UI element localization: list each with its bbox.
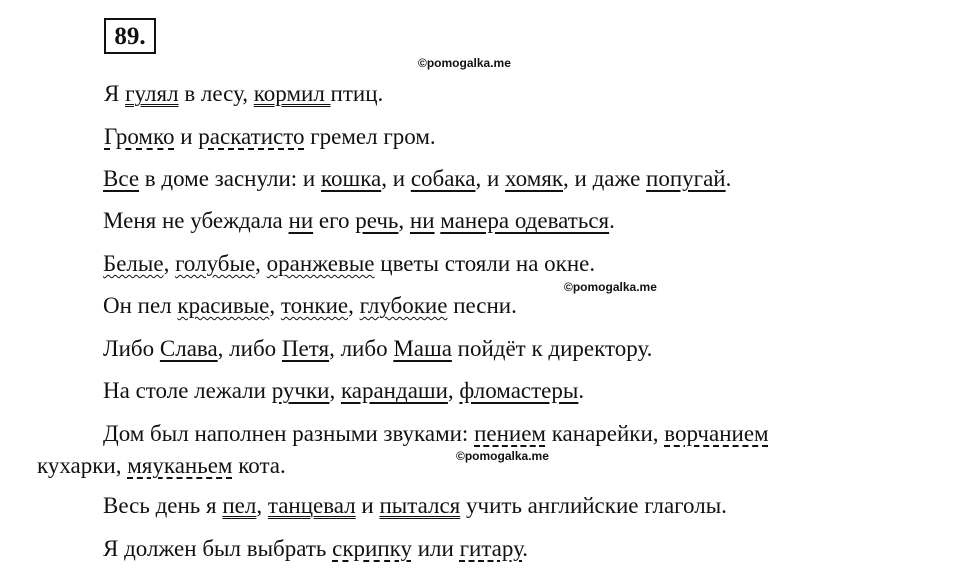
underlined-word: красивые [177,293,270,318]
sentence-text: , [398,208,410,233]
sentence-text: пойдёт к директору. [451,336,653,361]
underlined-word: оранжевые [266,251,375,276]
underlined-word: ручки [271,378,330,403]
underlined-word: карандаши [340,378,448,403]
sentence-text: его [313,208,356,233]
sentence-line [103,535,528,563]
sentence-line [104,80,383,108]
underlined-word: Белые [103,251,164,276]
sentence-text: Либо [103,336,160,361]
sentence-text: Я [104,81,126,106]
underlined-word: Громко [104,124,175,149]
sentence-text: Он пел [103,293,178,318]
sentence-text: . [522,536,529,561]
sentence-line [103,292,517,320]
sentence-line [103,420,769,448]
sentence-text: Я должен был выбрать [103,536,333,561]
sentence-text: , и [475,166,506,191]
sentence-line [103,492,727,520]
underlined-word: тонкие [280,293,349,318]
sentence-text: птиц. [330,81,384,106]
underlined-word: кошка [320,166,382,191]
sentence-text: кота. [232,453,286,478]
sentence-text: и [174,124,199,149]
sentence-text: , [329,378,341,403]
sentence-text: или [411,536,460,561]
sentence-text: , и даже [563,166,647,191]
sentence-text: , [269,293,281,318]
exercise-number: 89. [114,22,146,50]
sentence-text: . [725,166,732,191]
sentence-text: в доме заснули: и [139,166,321,191]
underlined-word: ворчанием [664,421,769,446]
underlined-word: мяуканьем [127,453,233,478]
underlined-word: гулял [125,81,179,106]
underlined-word: глубокие [359,293,448,318]
sentence-line [103,335,652,363]
sentence-text: учить английские глаголы. [460,493,727,518]
sentence-text: Дом был наполнен разными звуками: [103,421,475,446]
sentence-text: , либо [329,336,394,361]
sentence-text: песни. [447,293,517,318]
sentence-line [103,250,595,278]
sentence-text: в лесу, [178,81,254,106]
underlined-word: Маша [393,336,452,361]
watermark: ©pomogalka.me [418,56,511,70]
sentence-text: и [355,493,380,518]
sentence-text: канарейки, [545,421,665,446]
sentence-text: Весь день я [103,493,223,518]
underlined-word: ни [409,208,435,233]
underlined-word: манера одеваться [440,208,610,233]
underlined-word: Петя [281,336,330,361]
underlined-word: попугай [646,166,726,191]
underlined-word: танцевал [267,493,356,518]
sentence-text: гремел гром. [304,124,436,149]
underlined-word: хомяк [505,166,564,191]
watermark: ©pomogalka.me [564,280,657,294]
underlined-word: речь [355,208,399,233]
sentence-line [103,207,615,235]
sentence-text: Меня не убеждала [103,208,289,233]
sentence-text: кухарки, [37,453,128,478]
underlined-word: скрипку [332,536,412,561]
underlined-word: кормил [253,81,331,106]
sentence-line [103,165,731,193]
underlined-word: собака [410,166,476,191]
exercise-number-box [104,18,156,54]
underlined-word: пытался [379,493,461,518]
underlined-word: пел [222,493,257,518]
sentence-text: , и [381,166,411,191]
sentence-text: , [348,293,360,318]
sentence-text: , [255,251,267,276]
underlined-word: голубые [175,251,256,276]
sentence-line [103,377,584,405]
underlined-word: пением [474,421,546,446]
underlined-word: раскатисто [198,124,305,149]
sentence-text: , [163,251,176,276]
sentence-text: . [609,208,615,233]
underlined-word: гитару [459,536,523,561]
underlined-word: Все [103,166,140,191]
sentence-text: цветы стояли на окне. [374,251,596,276]
sentence-text: , либо [217,336,282,361]
underlined-word: ни [288,208,314,233]
sentence-line [37,452,286,480]
sentence-text: На столе лежали [103,378,272,403]
watermark: ©pomogalka.me [456,449,549,463]
sentence-text: , [447,378,460,403]
sentence-line [104,123,436,151]
underlined-word: Слава [159,336,218,361]
underlined-word: фломастеры [459,378,579,403]
sentence-text: . [578,378,585,403]
sentence-text: , [256,493,268,518]
